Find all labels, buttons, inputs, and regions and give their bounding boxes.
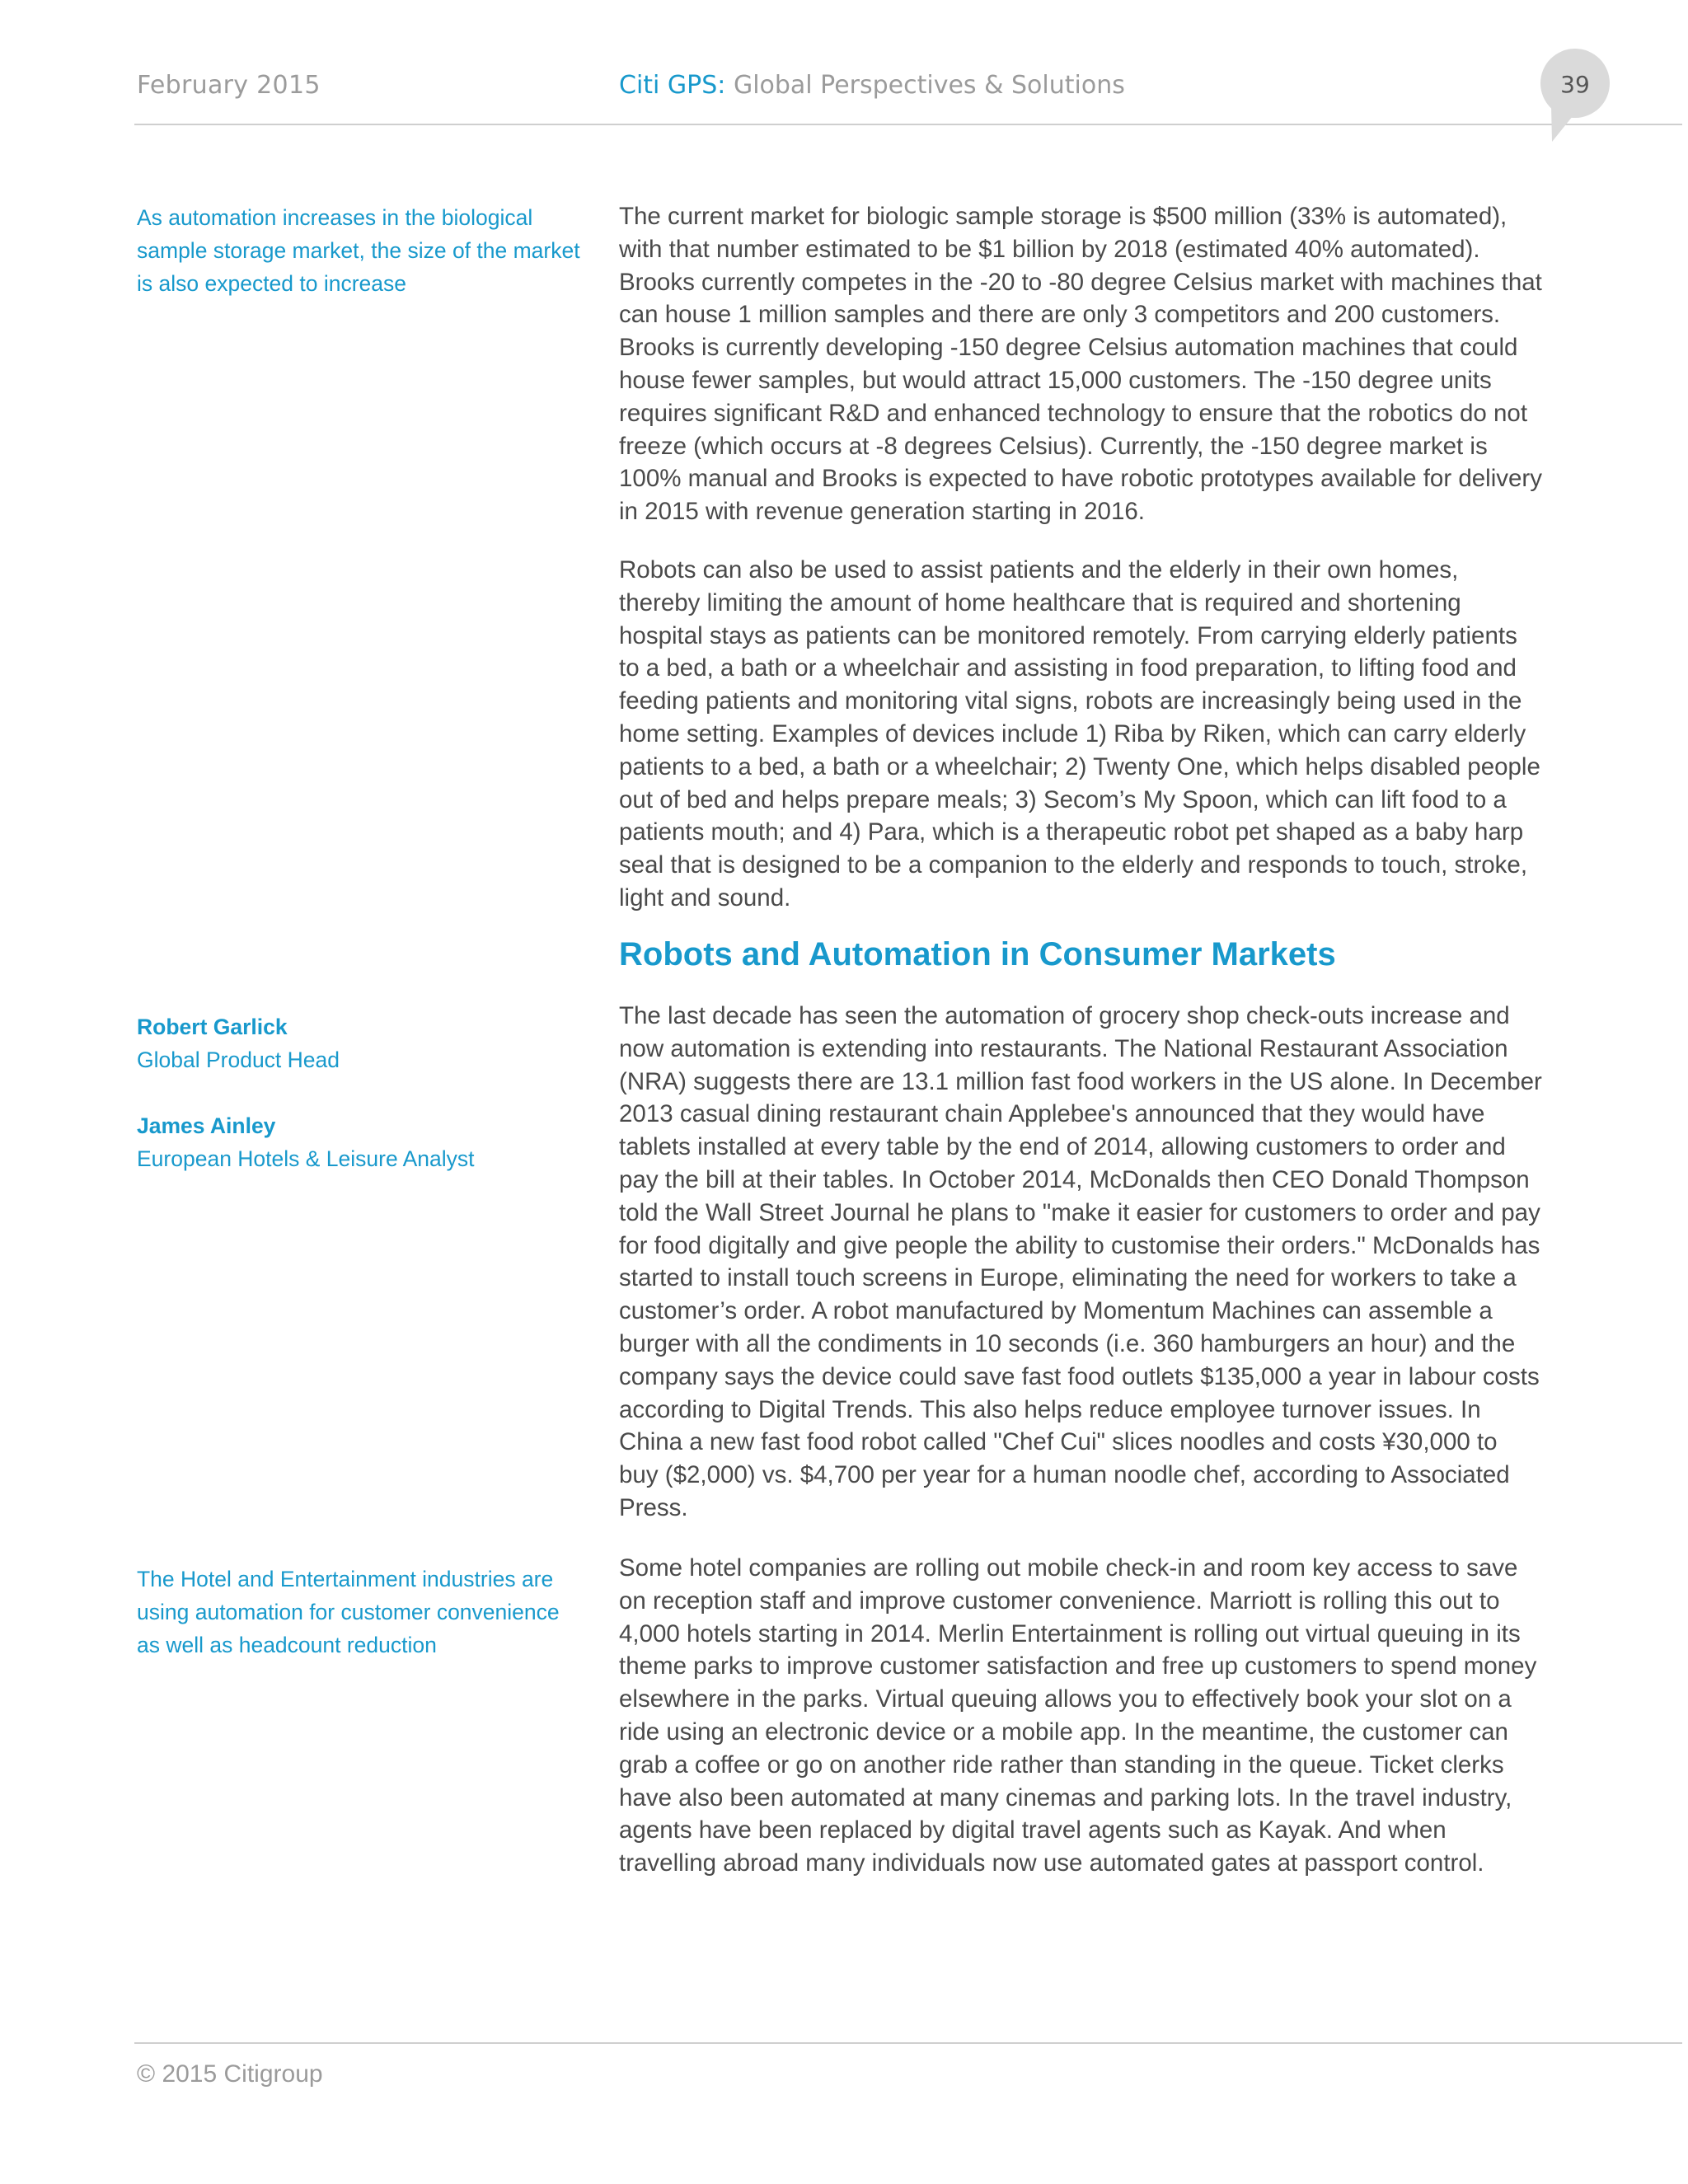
footer-copyright: © 2015 Citigroup [137,2060,323,2088]
author-name: James Ainley [137,1113,276,1138]
header-rule [134,124,1682,125]
author-title: Global Product Head [137,1047,340,1072]
sidebar-note-hotel [137,1563,582,1661]
paragraph-text: Some hotel companies are rolling out mobile check-in and room key access to save on reception staff and improve customer convenience. Marriott is rolling this out to 4,000 hotels starting in 2014. Merlin Entertainment is rolling out virtual queuing in its theme parks to improve customer satisfaction and free up customers to spend money elsewhere in the parks. Virtual queuing allows you to effectively book your slot on a ride using an electronic device or a mobile app. In the meantime, the customer can grab a coffee or go on another ride rather than standing in the queue. Ticket clerks have also been automated at many cinemas and parking lots. In the travel industry, agents have been replaced by digital travel agents such as Kayak. And when travelling abroad many individuals now use automated gates at passport control. [619,1554,1537,1877]
author-spacer [137,1076,582,1109]
sidebar-authors [137,1010,582,1175]
brand-subtitle: Global Perspectives & Solutions [725,71,1125,100]
brand-name: Citi GPS: [619,71,726,100]
body-paragraph-home-robots [619,554,1542,915]
body-paragraph-sample-storage [619,200,1542,528]
paragraph-text: Robots can also be used to assist patients and the elderly in their own homes, thereby limiting the amount of home healthcare that is required and shortening hospital stays as patients can be monitored remotely. From carrying elderly patients to a bed, a bath or a wheelchair and assisting in food preparation, to lifting food and feeding patients and monitoring vital signs, robots are increasingly being used in the home setting. Examples of devices include 1) Riba by Riken, which can carry elderly patients to a bed, a bath or a wheelchair; 2) Twenty One, which helps disabled people out of bed and helps prepare meals; 3) Secom’s My Spoon, which can lift food to a patients mouth; and 4) Para, which is a therapeutic robot pet shaped as a baby harp seal that is designed to be a companion to the elderly and responds to touch, stroke, light and sound. [619,556,1540,912]
body-paragraph-restaurants [619,1000,1542,1525]
sidebar-note-text: As automation increases in the biological sample storage market, the size of the market is also expected to increase [137,205,580,296]
sidebar-note-text: The Hotel and Entertainment industries are using automation for customer convenience as well as headcount reduction [137,1567,560,1657]
footer-rule [134,2042,1682,2044]
section-heading: Robots and Automation in Consumer Markets [619,936,1336,972]
author-title: European Hotels & Leisure Analyst [137,1146,475,1171]
body-paragraph-hotels [619,1552,1542,1880]
page-number: 39 [1560,71,1590,98]
header-publication [619,71,1125,100]
paragraph-text: The last decade has seen the automation of grocery shop check-outs increase and now automation is extending into restaurants. The National Restaurant Association (NRA) suggests there are 13.1 million fast food workers in the US alone. In December 2013 casual dining restaurant chain Applebee's announced that they would have tablets installed at every table by the end of 2014, allowing customers to order and pay the bill at their tables. In October 2014, McDonalds then CEO Donald Thompson told the Wall Street Journal he plans to "make it easier for customers to order and pay for food digitally and give people the ability to customise their orders." McDonalds has started to install touch screens in Europe, eliminating the need for workers to take a customer’s order. A robot manufactured by Momentum Machines can assemble a burger with all the condiments in 10 seconds (i.e. 360 hamburgers an hour) and the company says the device could save fast food outlets $135,000 a year in labour costs according to Digital Trends. This also helps reduce employee turnover issues. In China a new fast food robot called "Chef Cui" slices noodles and costs ¥30,000 to buy ($2,000) vs. $4,700 per year for a human noodle chef, according to Associated Press. [619,1002,1542,1521]
sidebar-note-storage [137,201,582,300]
header-date: February 2015 [137,71,321,100]
author-name: Robert Garlick [137,1015,288,1039]
paragraph-text: The current market for biologic sample storage is $500 million (33% is automated), with that number estimated to be $1 billion by 2018 (estimated 40% automated). Brooks currently competes in the -20 to -80 degree Celsius market with machines that can house 1 million samples and there are only 3 competitors and 200 customers. Brooks is currently developing -150 degree Celsius automation machines that could house fewer samples, but would attract 15,000 customers. The -150 degree units requires significant R&D and enhanced technology to ensure that the robotics do not freeze (which occurs at -8 degrees Celsius). Currently, the -150 degree market is 100% manual and Brooks is expected to have robotic prototypes available for delivery in 2015 with revenue generation starting in 2016. [619,203,1543,526]
